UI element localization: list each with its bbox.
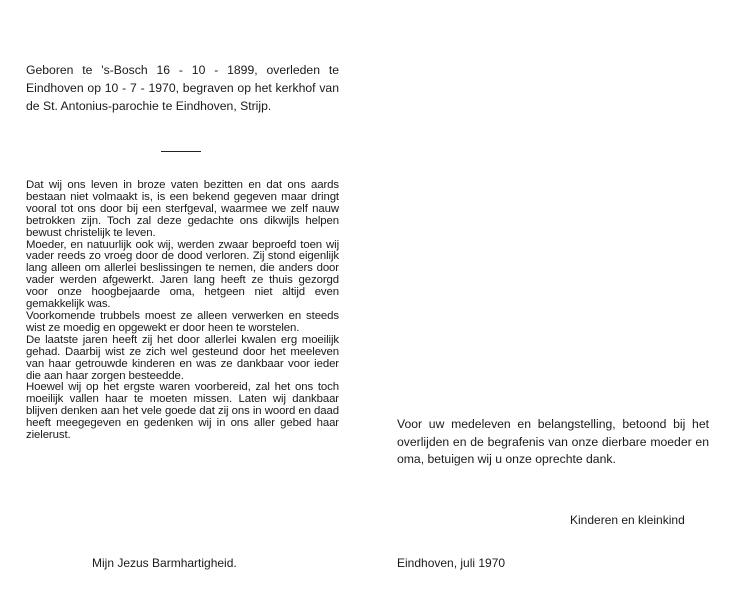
family-signature: Kinderen en kleinkind <box>570 513 685 527</box>
place-and-date: Eindhoven, juli 1970 <box>397 556 506 570</box>
memorial-paragraph: Voorkomende trubbels moest ze alleen verwerken en steeds wist ze moedig en opgewekt er door heen te worstelen. <box>26 309 339 334</box>
memorial-paragraph: Dat wij ons leven in broze vaten bezitten en dat ons aards bestaan niet volmaakt is, is een bekend gegeven maar dringt vooral tot ons door bij een sterfgeval, waarmee we zelf nauw betrokken zijn. Toch zal deze gedachte ons dikwijls helpen bewust christelijk te leven. <box>26 179 339 239</box>
thank-you-note: Voor uw medeleven en belangstelling, betoond bij het overlijden en de begrafenis van onze dierbare moeder en oma, betuigen wij u onze oprechte dank. <box>397 417 709 467</box>
memorial-paragraph: Hoewel wij op het ergste waren voorbereid, zal het ons toch moeilijk vallen haar te moeten missen. Laten wij dankbaar blijven denken aan het vele goede dat zij ons in woord en daad heeft meegegeven en gedenken wij in ons aller gebed haar zielerust. <box>26 381 339 442</box>
divider-line <box>161 151 201 152</box>
memorial-paragraph: De laatste jaren heeft zij het door allerlei kwalen erg moeilijk gehad. Daarbij wist ze zich wel gesteund door het meeleven van haar getrouwde kinderen en was ze dankbaar voor ieder die aan haar zorgen besteedde. <box>26 333 339 382</box>
prayer-line: Mijn Jezus Barmhartigheid. <box>92 556 237 570</box>
birth-death-notice: Geboren te 's-Bosch 16 - 10 - 1899, overleden te Eindhoven op 10 - 7 - 1970, begraven op het kerkhof van de St. Antonius-parochie te Eindhoven, Strijp. <box>26 63 339 113</box>
memorial-text <box>26 180 339 442</box>
memorial-paragraph: Moeder, en natuurlijk ook wij, werden zwaar beproefd toen wij vader reeds zo vroeg door de dood verloren. Zij stond eigenlijk lang alleen om allerlei beslissingen te nemen, die anders door vader werden afgewerkt. Jaren lang heeft ze thuis gezorgd voor onze hoogbejaarde oma, hetgeen niet altijd even gemakkelijk was. <box>26 238 339 311</box>
